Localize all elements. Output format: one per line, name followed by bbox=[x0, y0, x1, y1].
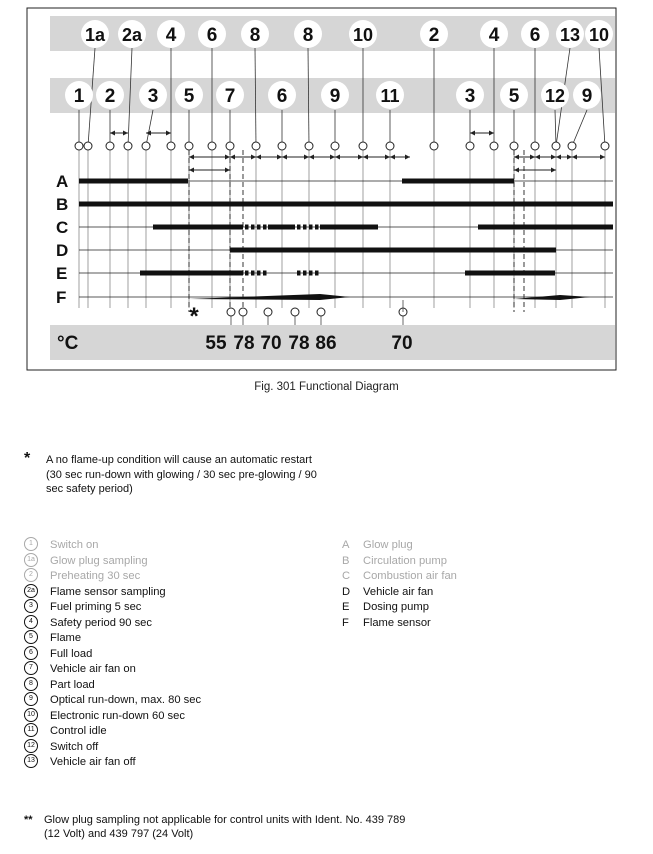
temperature-value: 70 bbox=[260, 333, 282, 354]
timing-mark bbox=[185, 142, 193, 150]
step-number-badge: 2a bbox=[24, 584, 38, 598]
step-legend-label: Fuel priming 5 sec bbox=[50, 601, 142, 613]
component-letter: E bbox=[342, 601, 350, 613]
step-legend-item bbox=[24, 740, 324, 756]
step-number-badge: 10 bbox=[24, 708, 38, 722]
bar-combustion-air-fan-dotted bbox=[315, 225, 319, 230]
step-legend-item bbox=[24, 678, 324, 694]
component-legend-item bbox=[342, 616, 622, 632]
top-step-label: 6 bbox=[206, 25, 218, 46]
step-number-badge: 2 bbox=[24, 568, 38, 582]
top-step-label: 6 bbox=[529, 25, 541, 46]
component-letter: C bbox=[342, 570, 351, 582]
step-legend bbox=[24, 538, 324, 771]
note-text: A no flame-up condition will cause an automatic restart (30 sec run-down with glowing / 30 sec pre-glowing / 90 sec safety period) bbox=[46, 454, 317, 495]
step-legend-label: Full load bbox=[50, 647, 93, 660]
step-legend-label: Flame sensor sampling bbox=[50, 585, 166, 598]
temperature-unit: °C bbox=[57, 333, 79, 354]
step-number-badge: 1 bbox=[24, 537, 38, 551]
step-number-badge: 5 bbox=[24, 630, 38, 644]
bar-dosing-pump-dotted bbox=[257, 271, 261, 276]
bar-combustion-air-fan-dotted bbox=[309, 225, 313, 230]
step-label: 7 bbox=[224, 86, 236, 107]
bar-combustion-air-fan-dotted bbox=[303, 225, 307, 230]
bar-combustion-air-fan-dotted bbox=[297, 225, 301, 230]
step-label: 3 bbox=[464, 86, 476, 107]
temperature-value: 55 bbox=[205, 333, 227, 354]
step-legend-label: Optical run-down, max. 80 sec bbox=[50, 694, 202, 706]
component-letter: F bbox=[342, 616, 349, 629]
step-number-badge: 1a bbox=[24, 553, 38, 567]
step-legend-item bbox=[24, 600, 324, 616]
timing-mark bbox=[359, 142, 367, 150]
step-label: 5 bbox=[508, 86, 520, 107]
step-legend-item bbox=[24, 647, 324, 663]
timing-mark bbox=[208, 142, 216, 150]
step-legend-item bbox=[24, 631, 324, 647]
temp-mark bbox=[227, 308, 235, 316]
component-legend-item bbox=[342, 538, 622, 554]
component-legend-item bbox=[342, 600, 622, 616]
top-step-label: 4 bbox=[488, 25, 500, 46]
component-letter: D bbox=[342, 585, 351, 598]
timing-mark bbox=[305, 142, 313, 150]
top-step-label: 8 bbox=[302, 25, 314, 46]
timing-mark bbox=[75, 142, 83, 150]
bar-dosing-pump-dotted bbox=[251, 271, 255, 276]
step-number-badge: 8 bbox=[24, 677, 38, 691]
step-legend-item bbox=[24, 662, 324, 678]
step-label: 12 bbox=[544, 86, 566, 106]
bar-dosing-pump bbox=[465, 271, 555, 276]
bar-glow-plug bbox=[79, 179, 188, 184]
bar-combustion-air-fan bbox=[320, 225, 378, 230]
step-legend-label: Vehicle air fan on bbox=[50, 663, 136, 675]
timing-mark bbox=[510, 142, 518, 150]
timing-mark bbox=[552, 142, 560, 150]
step-legend-label: Vehicle air fan off bbox=[50, 756, 136, 768]
timing-mark bbox=[386, 142, 394, 150]
step-legend-item bbox=[24, 569, 324, 585]
bar-dosing-pump-dotted bbox=[245, 271, 249, 276]
step-number-badge: 11 bbox=[24, 723, 38, 737]
row-letter: C bbox=[56, 218, 69, 237]
bar-combustion-air-fan-dotted bbox=[245, 225, 249, 230]
bar-combustion-air-fan-dotted bbox=[263, 225, 267, 230]
timing-mark bbox=[84, 142, 92, 150]
step-legend-label: Glow plug sampling bbox=[50, 554, 148, 567]
row-letter: B bbox=[56, 195, 69, 214]
bar-glow-plug bbox=[402, 179, 514, 184]
top-step-label: 13 bbox=[559, 25, 581, 45]
timing-mark bbox=[430, 142, 438, 150]
top-step-label: 10 bbox=[588, 25, 610, 45]
top-step-label: 2 bbox=[428, 25, 440, 46]
component-legend bbox=[342, 538, 622, 631]
timing-mark bbox=[252, 142, 260, 150]
timing-mark bbox=[531, 142, 539, 150]
step-legend-label: Flame bbox=[50, 632, 82, 644]
component-legend-item bbox=[342, 585, 622, 601]
step-label: 1 bbox=[73, 86, 85, 107]
no-flame-asterisk: * bbox=[189, 303, 199, 330]
component-legend-label: Flame sensor bbox=[363, 616, 431, 629]
top-step-label: 4 bbox=[165, 25, 177, 46]
step-legend-label: Electronic run-down 60 sec bbox=[50, 709, 185, 722]
step-legend-item bbox=[24, 709, 324, 725]
step-legend-label: Part load bbox=[50, 678, 95, 691]
bar-combustion-air-fan bbox=[153, 225, 243, 230]
step-label: 2 bbox=[104, 86, 116, 107]
row-letter: D bbox=[56, 241, 69, 260]
component-letter: B bbox=[342, 554, 350, 567]
timing-mark bbox=[142, 142, 150, 150]
step-label: 5 bbox=[183, 86, 195, 107]
step-legend-item bbox=[24, 585, 324, 601]
bar-dosing-pump-dotted bbox=[263, 271, 267, 276]
glow-plug-footnote bbox=[24, 813, 424, 841]
step-number-badge: 13 bbox=[24, 754, 38, 768]
step-legend-item bbox=[24, 693, 324, 709]
step-number-badge: 7 bbox=[24, 661, 38, 675]
component-legend-item bbox=[342, 569, 622, 585]
step-legend-label: Preheating 30 sec bbox=[50, 570, 141, 582]
step-number-badge: 3 bbox=[24, 599, 38, 613]
component-legend-label: Circulation pump bbox=[363, 554, 447, 567]
step-label: 9 bbox=[581, 86, 593, 107]
timing-mark bbox=[601, 142, 609, 150]
step-legend-item bbox=[24, 554, 324, 570]
bar-combustion-air-fan bbox=[478, 225, 613, 230]
timing-mark bbox=[167, 142, 175, 150]
step-legend-label: Control idle bbox=[50, 725, 107, 737]
step-label: 11 bbox=[380, 86, 400, 106]
bar-circulation-pump bbox=[79, 202, 613, 207]
top-step-label: 2a bbox=[121, 25, 143, 45]
row-letter: F bbox=[56, 288, 67, 307]
timing-mark bbox=[331, 142, 339, 150]
footnote-text: Glow plug sampling not applicable for control units with Ident. No. 439 789 (12 Volt) and 439 797 (24 Volt) bbox=[44, 814, 406, 840]
step-label: 9 bbox=[329, 86, 341, 107]
step-legend-label: Safety period 90 sec bbox=[50, 616, 152, 629]
component-legend-item bbox=[342, 554, 622, 570]
temperature-value: 78 bbox=[288, 333, 310, 354]
bar-combustion-air-fan bbox=[268, 225, 295, 230]
bar-combustion-air-fan-dotted bbox=[251, 225, 255, 230]
temperature-value: 86 bbox=[315, 333, 337, 354]
timing-mark bbox=[278, 142, 286, 150]
component-letter: A bbox=[342, 539, 350, 551]
step-legend-item bbox=[24, 724, 324, 740]
top-step-label: 1a bbox=[84, 25, 106, 45]
figure-caption: Fig. 301 Functional Diagram bbox=[254, 381, 399, 393]
timing-mark bbox=[466, 142, 474, 150]
step-legend-label: Switch off bbox=[50, 740, 99, 753]
step-legend-item bbox=[24, 538, 324, 554]
functional-diagram bbox=[0, 0, 653, 380]
bar-dosing-pump-dotted bbox=[315, 271, 319, 276]
bar-vehicle-air-fan bbox=[230, 248, 556, 253]
timing-mark bbox=[490, 142, 498, 150]
step-number-badge: 12 bbox=[24, 739, 38, 753]
timing-mark bbox=[124, 142, 132, 150]
temperature-value: 78 bbox=[233, 333, 255, 354]
component-legend-label: Combustion air fan bbox=[363, 570, 457, 582]
timing-mark bbox=[568, 142, 576, 150]
temp-mark bbox=[239, 308, 247, 316]
top-step-label: 8 bbox=[249, 25, 261, 46]
bar-dosing-pump-dotted bbox=[309, 271, 313, 276]
restart-note bbox=[24, 450, 324, 497]
bar-dosing-pump-dotted bbox=[303, 271, 307, 276]
step-legend-label: Switch on bbox=[50, 539, 99, 551]
temperature-value: 70 bbox=[391, 333, 413, 354]
temp-mark bbox=[291, 308, 299, 316]
bar-dosing-pump bbox=[140, 271, 243, 276]
step-label: 6 bbox=[276, 86, 288, 107]
component-legend-label: Glow plug bbox=[363, 539, 413, 551]
bar-dosing-pump-dotted bbox=[297, 271, 301, 276]
timing-mark bbox=[226, 142, 234, 150]
temp-mark bbox=[317, 308, 325, 316]
row-letter: A bbox=[56, 172, 69, 191]
top-step-label: 10 bbox=[352, 25, 374, 45]
row-letter: E bbox=[56, 264, 68, 283]
component-legend-label: Vehicle air fan bbox=[363, 585, 434, 598]
timing-mark bbox=[106, 142, 114, 150]
step-legend-item bbox=[24, 616, 324, 632]
bar-combustion-air-fan-dotted bbox=[257, 225, 261, 230]
step-number-badge: 4 bbox=[24, 615, 38, 629]
footnote-asterisks: ** bbox=[24, 814, 33, 826]
step-number-badge: 9 bbox=[24, 692, 38, 706]
component-legend-label: Dosing pump bbox=[363, 601, 429, 613]
note-asterisk: * bbox=[24, 450, 31, 467]
step-label: 3 bbox=[147, 86, 159, 107]
temp-mark bbox=[264, 308, 272, 316]
step-legend-item bbox=[24, 755, 324, 771]
step-number-badge: 6 bbox=[24, 646, 38, 660]
